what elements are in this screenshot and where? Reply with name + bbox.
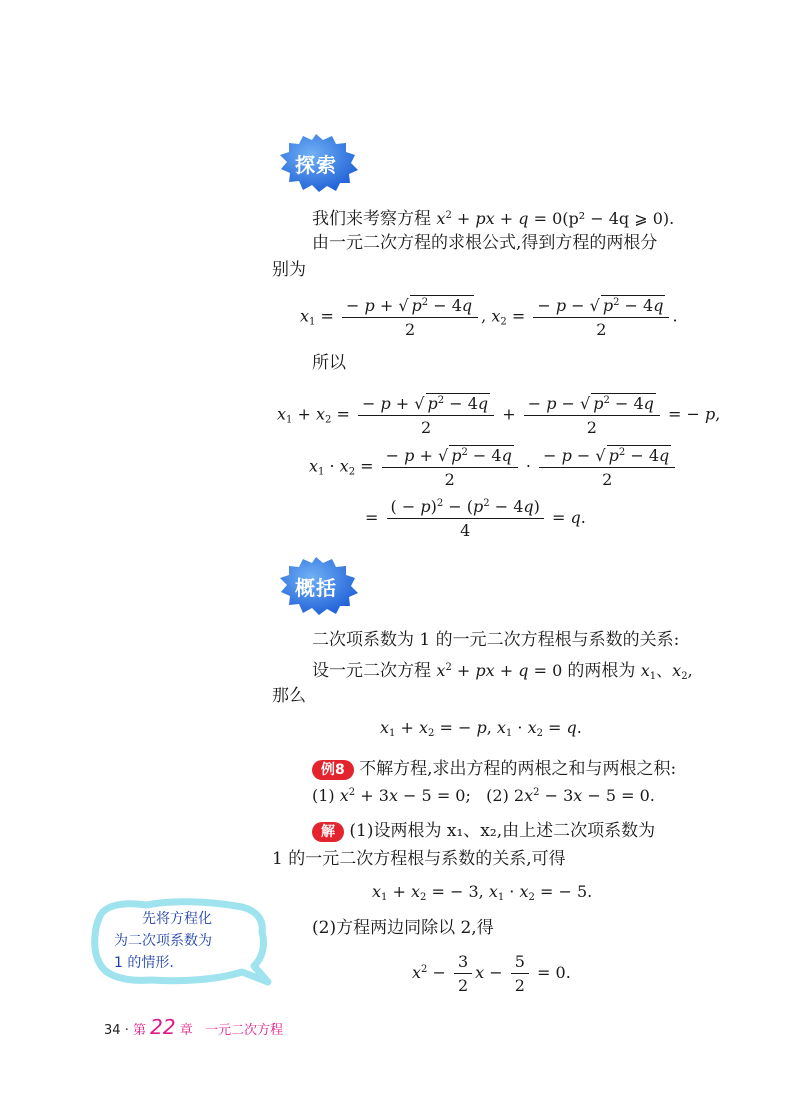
product-result: = $\frac{( - p)^2 - (p^2 - 4q)}{4}$ = q. xyxy=(365,497,586,540)
roots-formula: $x_1$ = $\frac{- p + √ p^2 - 4q}{2}$ , $x_2$ = $\frac{- p - √ p^2 - 4q}{2}$ . xyxy=(300,296,678,339)
example-part-2-label: (2) xyxy=(486,786,509,805)
chapter-prefix: 第 xyxy=(132,1023,146,1038)
vieta-formula: $x_1 + x_2$ = − p, $x_1 \cdot x_2 = q$. xyxy=(380,718,582,739)
chapter-number: 22 xyxy=(150,1015,176,1039)
example-8-parts: (1) $x^2 + 3x - 5 = 0$; (2) $2x^2 - 3x - 5 = 0$. xyxy=(312,786,655,805)
explore-badge xyxy=(272,132,360,194)
product-derivation: $x_1 \cdot x_2$ = $\frac{- p + √ p^2 - 4q}{2}$ · $\frac{- p - √ p^2 - 4q}{2}$ xyxy=(309,445,678,489)
solution-line-3: (2)方程两边同除以 2,得 xyxy=(312,918,494,938)
page-number: 34 xyxy=(104,1023,121,1038)
sum-derivation: $x_1 + x_2$ = $\frac{- p + √ p^2 - 4q}{2}$ + $\frac{- p - √ p^2 - 4q}{2}$ = − p, xyxy=(277,394,721,437)
page-footer xyxy=(104,1015,283,1039)
summary-line-2b: 的两根为 xyxy=(567,661,636,681)
solution-line-2: 1 的一元二次方程根与系数的关系,可得 xyxy=(272,849,566,869)
example-8-line xyxy=(312,758,676,780)
example-8-tag: 例8 xyxy=(312,760,354,780)
side-note xyxy=(86,896,274,992)
explore-line-2: 由一元二次方程的求根公式,得到方程的两根分 xyxy=(312,233,658,253)
solution-line-1-text: (1)设两根为 x₁、x₂,由上述二次项系数为 xyxy=(349,821,656,841)
normalized-equation: $x^2$ − $\frac{3}{2}$ x − $\frac{5}{2}$ = 0. xyxy=(412,952,571,995)
solution-line-1 xyxy=(312,820,655,842)
summary-badge-label: 概括 xyxy=(295,575,337,600)
chapter-suffix: 章 xyxy=(179,1023,193,1038)
explore-line-1: 我们来考察方程 $x^2$ + px + q = 0(p² − 4q ⩾ 0). xyxy=(312,209,675,229)
example-part-1-label: (1) xyxy=(312,786,335,805)
summary-line-1: 二次项系数为 1 的一元二次方程根与系数的关系: xyxy=(312,630,680,650)
explore-line-3: 别为 xyxy=(272,260,306,280)
note-line-3: 1 的情形. xyxy=(114,955,174,971)
footer-dot: · xyxy=(124,1023,129,1038)
explore-line-1-text: 我们来考察方程 xyxy=(312,209,431,229)
solution-result-1: $x_1 + x_2$ = − 3, $x_1 \cdot x_2$ = − 5. xyxy=(372,882,593,903)
summary-line-2: 设一元二次方程 $x^2$ + px + q = 0 的两根为 $x_1$、$x_2$, xyxy=(312,661,693,682)
summary-line-3: 那么 xyxy=(272,686,306,706)
solution-tag: 解 xyxy=(312,822,344,842)
chapter-title: 一元二次方程 xyxy=(205,1023,284,1038)
suoyi-text: 所以 xyxy=(312,353,346,373)
explore-condition: (p² − 4q ⩾ 0). xyxy=(562,209,675,228)
explore-badge-label: 探索 xyxy=(295,152,337,177)
example-8-text: 不解方程,求出方程的两根之和与两根之积: xyxy=(359,759,677,779)
note-line-1: 先将方程化 xyxy=(142,911,212,927)
summary-line-2a: 设一元二次方程 xyxy=(312,661,431,681)
chapter-label xyxy=(132,1015,284,1039)
note-line-2: 为二次项系数为 xyxy=(114,933,212,949)
summary-badge xyxy=(272,555,360,617)
